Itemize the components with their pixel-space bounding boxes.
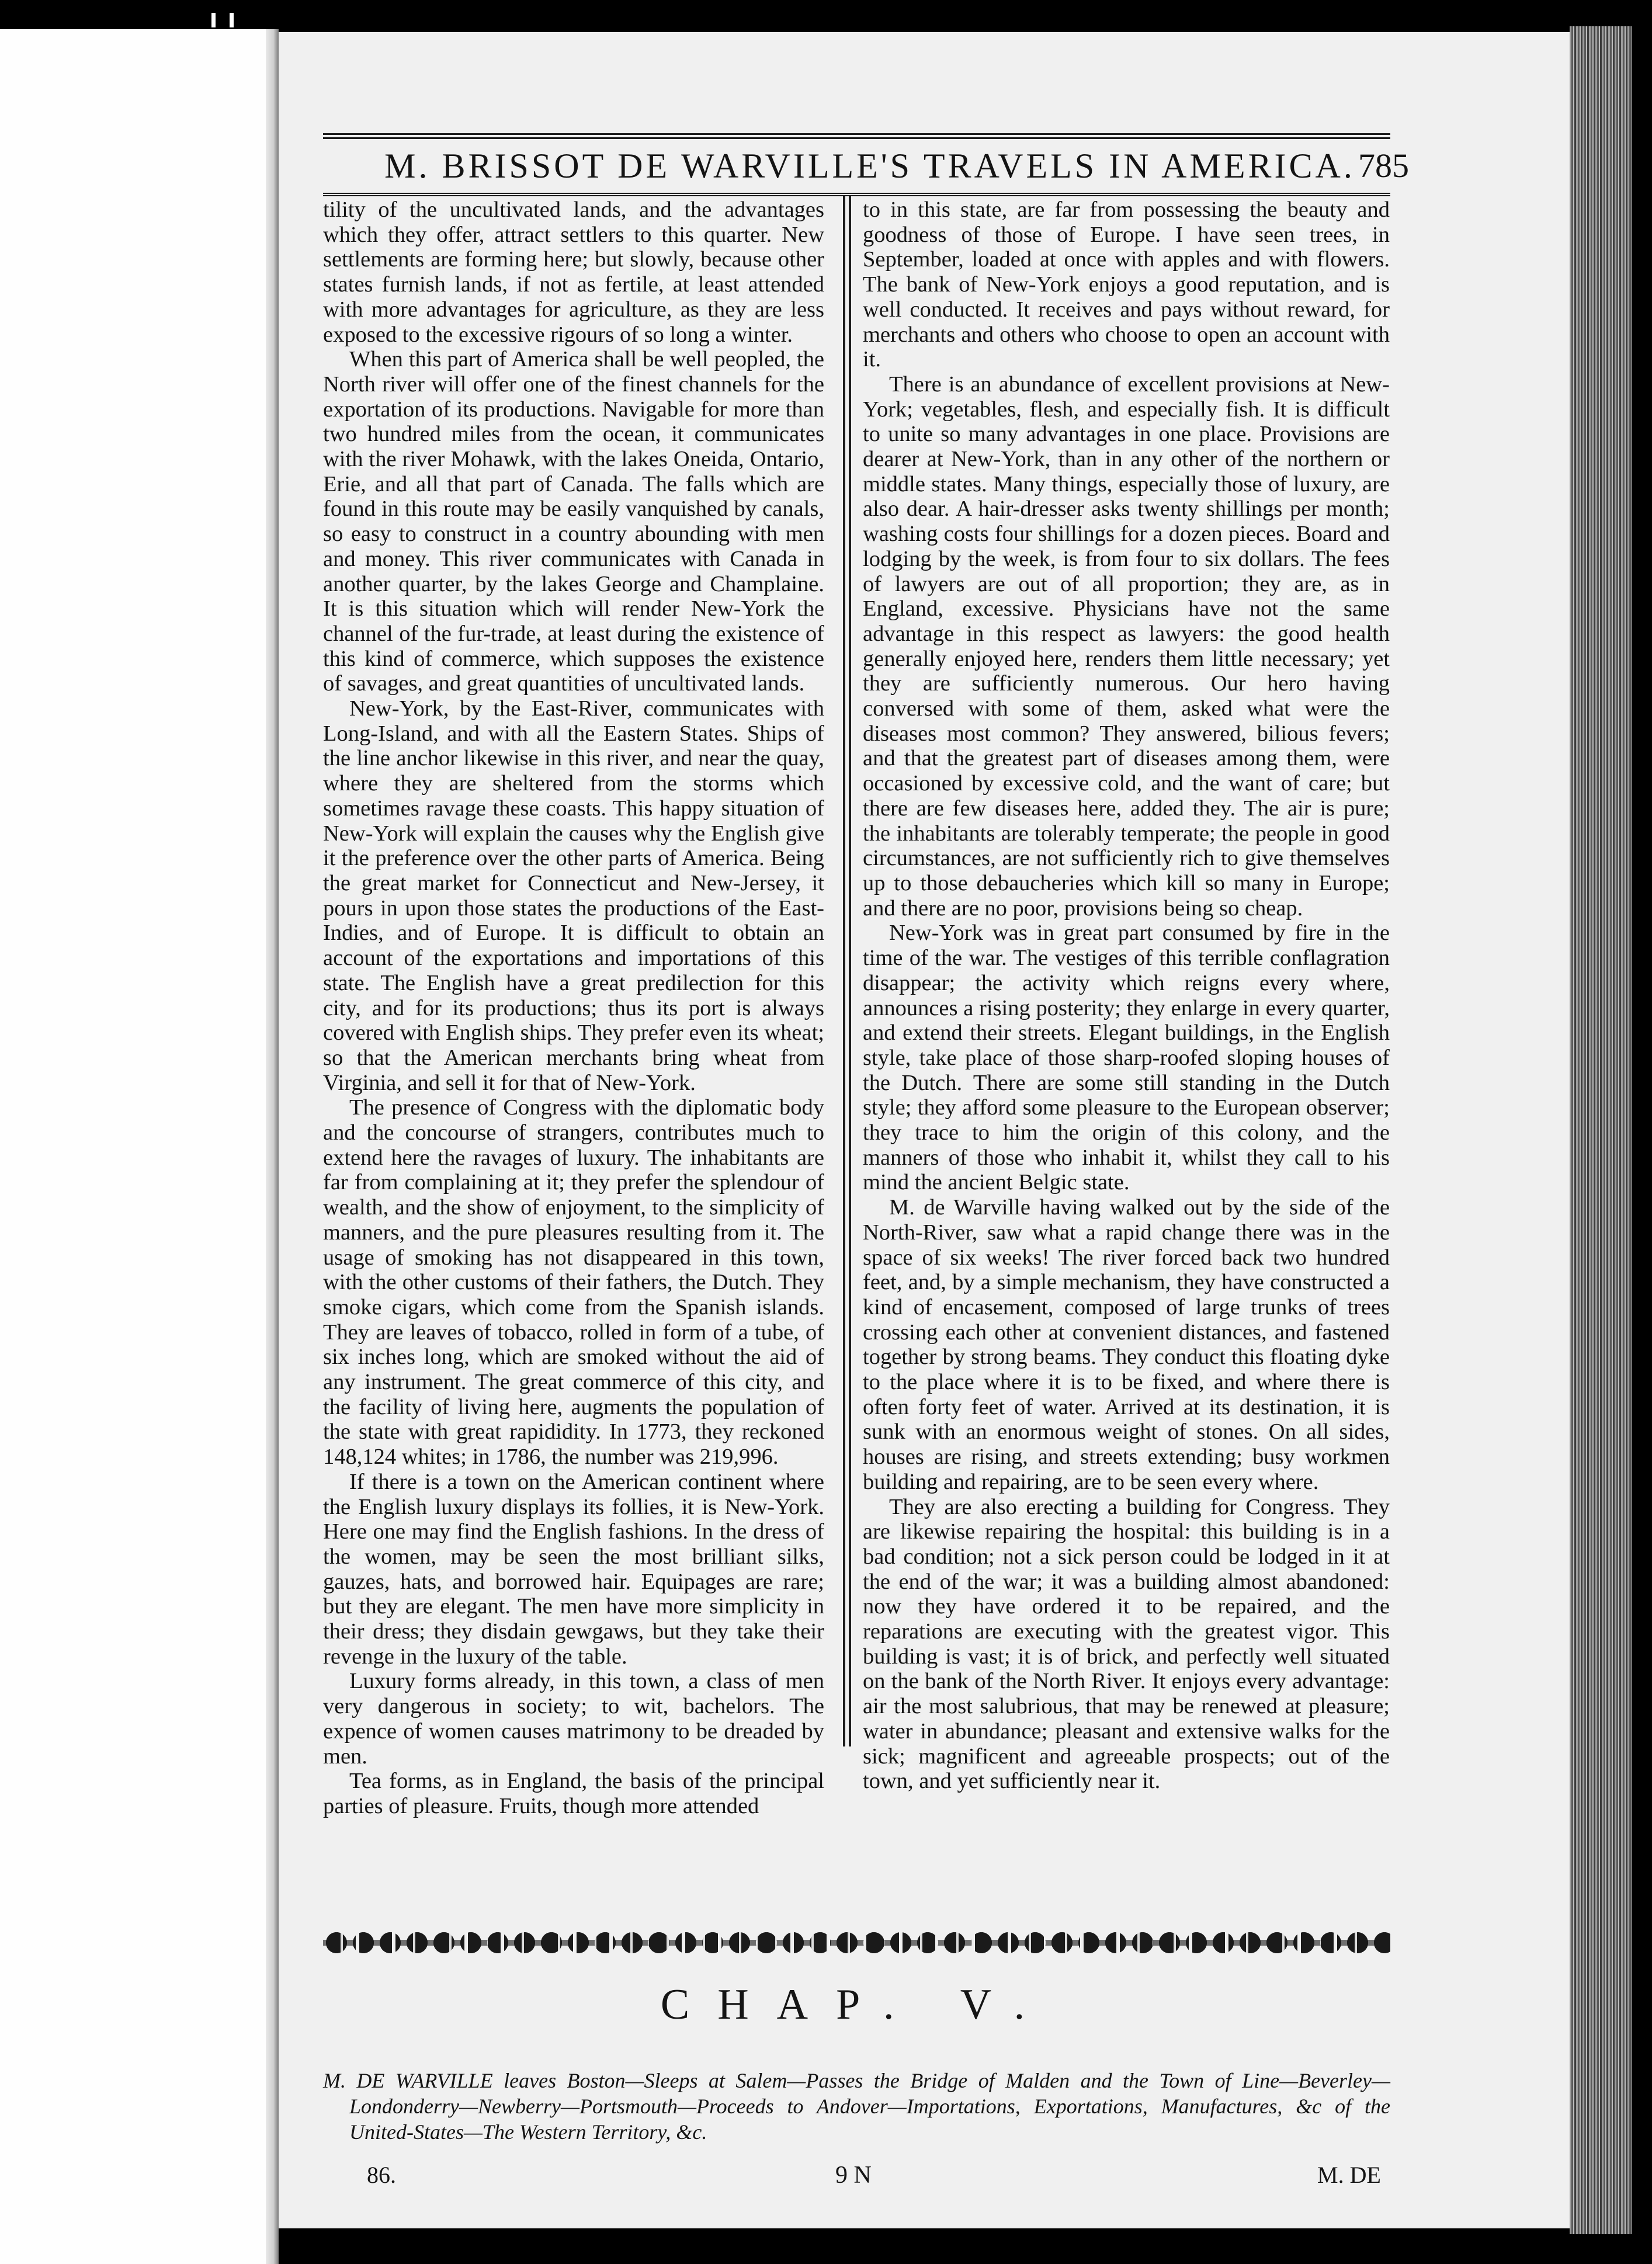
- left-column: [323, 197, 824, 1818]
- right-column: [863, 197, 1390, 1794]
- paragraph: There is an abundance of excellent provisions at New-York; vegetables, flesh, and especially fish. It is difficult to unite so many advantages in one place. Provisions are dearer at New-York, than in any other of the northern or middle states. Many things, especially those of luxury, are also dear. A hair-dresser asks twenty shillings per month; washing costs four shillings for a dozen pieces. Board and lodging by the week, is from four to six dollars. The fees of lawyers are out of all proportion; they are, as in England, excessive. Physicians have not the same advantage in this respect as lawyers: the good health generally enjoyed here, renders them little necessary; yet they are sufficiently numerous. Our hero having conversed with some of them, asked what were the diseases most common? They answered, bilious fevers; and that the greatest part of diseases among them, were occasioned by excessive cold, and the want of care; but there are few diseases here, added they. The air is pure; the inhabitants are tolerably temperate; the people in good circumstances, are not sufficiently rich to give themselves up to those debaucheries which kill so many in Europe; and there are no poor, provisions being so cheap.: [863, 371, 1390, 921]
- book-gutter: [266, 29, 279, 2264]
- paragraph: When this part of America shall be well peopled, the North river will offer one of the finest channels for the exportation of its productions. Navigable for more than two hundred miles from the ocean, it communicates with the river Mohawk, with the lakes Oneida, Ontario, Erie, and all that part of Canada. The falls which are found in this route may be easily vanquished by canals, so easy to construct in a country abounding with men and money. This river communicates with Canada in another quarter, by the lakes George and Champlaine. It is this situation which will render New-York the channel of the fur-trade, at least during the existence of this kind of commerce, which supposes the existence of savages, and great quantities of uncultivated lands.: [323, 347, 824, 696]
- page-edges: [1570, 26, 1632, 2234]
- ornamental-border: [323, 1929, 1390, 1956]
- running-head: [323, 133, 1390, 196]
- chapter-summary-text: M. DE WARVILLE leaves Boston—Sleeps at Salem—Passes the Bridge of Malden and the Town of Line—Beverley—Londonderry—Newberry—Portsmouth—Proceeds to Andover—Importations, Exportations, Manufactures, &c of the United-States—The Western Territory, &c.: [323, 2069, 1390, 2144]
- paragraph: M. de Warville having walked out by the side of the North-River, saw what a rapid change there was in the space of six weeks! The river forced back two hundred feet, and, by a simple mechanism, they have constructed a kind of encasement, composed of large trunks of trees crossing each other at convenient distances, and fastened together by strong beams. They conduct this floating dyke to the place where it is to be fixed, and where there is often forty feet of water. Arrived at its destination, it is sunk with an enormous weight of stones. On all sides, houses are rising, and streets extending; busy workmen building and repairing, are to be seen every where.: [863, 1195, 1390, 1494]
- paragraph: New-York was in great part consumed by fire in the time of the war. The vestiges of this terrible conflagration disappear; the activity which reigns every where, announces a rising posterity; they enlarge in every quarter, and extend their streets. Elegant buildings, in the English style, take place of those sharp-roofed sloping houses of the Dutch. There are some still standing in the Dutch style; they afford some pleasure to the European observer; they trace to him the origin of this colony, and the manners of those who inhabit it, whilst they call to his mind the ancient Belgic state.: [863, 921, 1390, 1195]
- scan-border-right: [1632, 0, 1652, 2264]
- chapter-summary: [323, 2068, 1390, 2145]
- column-rule: [843, 196, 851, 1746]
- signature-mark: 86.: [367, 2162, 396, 2188]
- paragraph: to in this state, are far from possessing the beauty and goodness of those of Europe. I have seen trees, in September, loaded at once with apples and with flowers. The bank of New-York enjoys a good reputation, and is well conducted. It receives and pays without reward, for merchants and others who choose to open an account with it.: [863, 197, 1390, 372]
- chapter-heading: CHAP. V.: [660, 1981, 1053, 2029]
- paragraph: They are also erecting a building for Congress. They are likewise repairing the hospital: this building is in a bad condition; not a sick person could be lodged in it at the end of the war; it was a building almost abandoned: now they have ordered it to be repaired, and the reparations are executing with the greatest vigor. This building is vast; it is of brick, and perfectly well situated on the bank of the North River. It enjoys every advantage: air the most salubrious, that may be renewed at pleasure; water in abundance; pleasant and extensive walks for the sick; magnificent and agreeable prospects; out of the town, and yet sufficiently near it.: [863, 1494, 1390, 1794]
- page-number: 785: [1358, 147, 1409, 185]
- paragraph: tility of the uncultivated lands, and the advantages which they offer, attract settlers to this quarter. New settlements are forming here; but slowly, because other states furnish lands, if not as fertile, at least attended with more advantages for agriculture, as they are less exposed to the excessive rigours of so long a winter.: [323, 197, 824, 347]
- facing-page: [0, 29, 266, 2264]
- running-head-title: M. BRISSOT DE WARVILLE'S TRAVELS IN AMERICA.: [384, 147, 1355, 185]
- paragraph: If there is a town on the American continent where the English luxury displays its follies, it is New-York. Here one may find the English fashions. In the dress of the women, may be seen the most brilliant silks, gauzes, hats, and borrowed hair. Equipages are rare; but they are elegant. The men have more simplicity in their dress; they disdain gewgaws, but they take their revenge in the luxury of the table.: [323, 1469, 824, 1669]
- paragraph: Luxury forms already, in this town, a class of men very dangerous in society; to wit, bachelors. The expence of women causes matrimony to be dreaded by men.: [323, 1669, 824, 1769]
- paragraph: The presence of Congress with the diplomatic body and the concourse of strangers, contributes much to extend here the ravages of luxury. The inhabitants are far from complaining at it; they prefer the splendour of wealth, and the show of enjoyment, to the simplicity of manners, and the pure pleasures resulting from it. The usage of smoking has not disappeared in this town, with the other customs of their fathers, the Dutch. They smoke cigars, which come from the Spanish islands. They are leaves of tobacco, rolled in form of a tube, of six inches long, which are smoked without the aid of any instrument. The great commerce of this city, and the facility of living here, augments the population of the state with great rapididity. In 1773, they reckoned 148,124 whites; in 1786, the number was 219,996.: [323, 1095, 824, 1470]
- catchword: M. DE: [1317, 2162, 1381, 2188]
- paragraph: Tea forms, as in England, the basis of the principal parties of pleasure. Fruits, though more attended: [323, 1769, 824, 1818]
- gathering-mark: 9 N: [835, 2162, 872, 2189]
- paragraph: New-York, by the East-River, communicates with Long-Island, and with all the Eastern States. Ships of the line anchor likewise in this river, and near the quay, where they are sheltered from the storms which sometimes ravage these coasts. This happy situation of New-York will explain the causes why the English give it the preference over the other parts of America. Being the great market for Connecticut and New-Jersey, it pours in upon those states the productions of the East-Indies, and of Europe. It is difficult to obtain an account of the exportations and importations of this state. The English have a great predilection for this city, and for its productions; thus its port is always covered with English ships. They prefer even its wheat; so that the American merchants bring wheat from Virginia, and sell it for that of New-York.: [323, 696, 824, 1095]
